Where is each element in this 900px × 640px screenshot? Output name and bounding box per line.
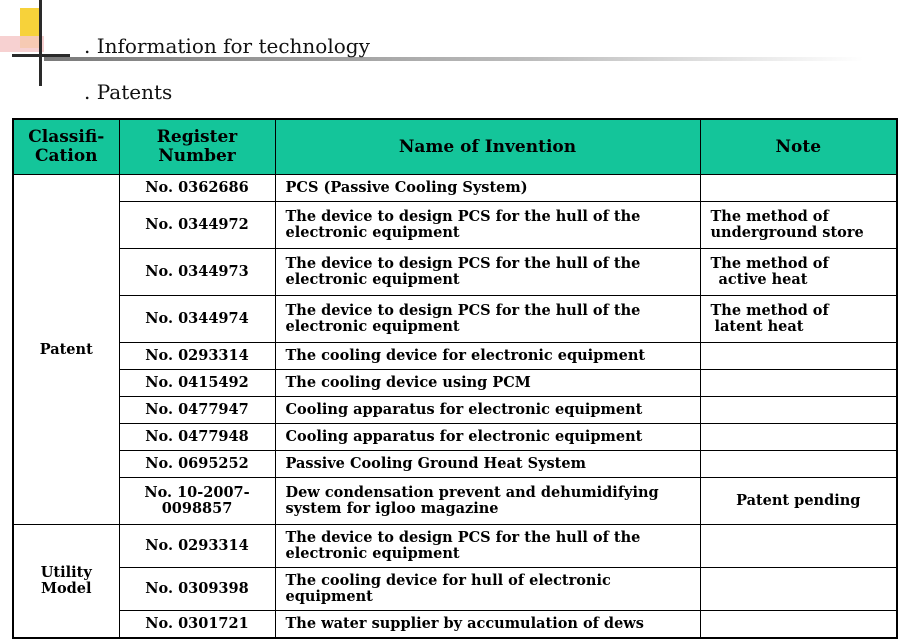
table-row bbox=[13, 611, 897, 639]
note-cell bbox=[700, 611, 897, 639]
table-row bbox=[13, 249, 897, 296]
table-row bbox=[13, 568, 897, 611]
invention-name: The device to design PCS for the hull of the electronic equipment bbox=[275, 296, 700, 343]
note-line: latent heat bbox=[714, 318, 804, 335]
note-cell bbox=[700, 296, 897, 343]
register-number-line: 0098857 bbox=[161, 500, 233, 517]
invention-name: The water supplier by accumulation of dews bbox=[275, 611, 700, 639]
note-line: The method of bbox=[710, 302, 829, 319]
group-utility-model bbox=[13, 525, 119, 639]
note-cell bbox=[700, 424, 897, 451]
header-register-line2: Number bbox=[158, 146, 236, 166]
header-register-line1: Register bbox=[156, 127, 238, 147]
table-row bbox=[13, 525, 897, 568]
invention-name: The cooling device for hull of electronic equipment bbox=[275, 568, 700, 611]
subsection-heading: . Patents bbox=[84, 80, 173, 104]
invention-name: The cooling device using PCM bbox=[275, 370, 700, 397]
note-line: The method of bbox=[710, 255, 829, 272]
register-number: No. 0344974 bbox=[119, 296, 275, 343]
note-cell bbox=[700, 568, 897, 611]
invention-name: The device to design PCS for the hull of the electronic equipment bbox=[275, 249, 700, 296]
note-line: active heat bbox=[718, 271, 808, 288]
table-row bbox=[13, 296, 897, 343]
register-number: No. 0344972 bbox=[119, 202, 275, 249]
header-note: Note bbox=[700, 119, 897, 175]
header-name: Name of Invention bbox=[275, 119, 700, 175]
invention-name: Passive Cooling Ground Heat System bbox=[275, 451, 700, 478]
group-utility-line1: Utility bbox=[40, 564, 92, 581]
decor-vertical-line bbox=[39, 0, 42, 86]
register-number bbox=[119, 478, 275, 525]
register-number: No. 0415492 bbox=[119, 370, 275, 397]
patents-table bbox=[12, 118, 898, 639]
invention-name: The cooling device for electronic equipment bbox=[275, 343, 700, 370]
header-register bbox=[119, 119, 275, 175]
table-row bbox=[13, 424, 897, 451]
group-utility-line2: Model bbox=[40, 580, 92, 597]
register-number: No. 0293314 bbox=[119, 525, 275, 568]
header-classification-line2: Cation bbox=[34, 146, 98, 166]
note-cell bbox=[700, 249, 897, 296]
note-cell bbox=[700, 343, 897, 370]
register-number: No. 0344973 bbox=[119, 249, 275, 296]
register-number: No. 0301721 bbox=[119, 611, 275, 639]
table-header-row bbox=[13, 119, 897, 175]
invention-name: Dew condensation prevent and dehumidifying system for igloo magazine bbox=[275, 478, 700, 525]
group-patent: Patent bbox=[13, 175, 119, 525]
note-cell bbox=[700, 175, 897, 202]
note-cell bbox=[700, 202, 897, 249]
note-cell bbox=[700, 397, 897, 424]
invention-name: The device to design PCS for the hull of the electronic equipment bbox=[275, 525, 700, 568]
register-number: No. 0477948 bbox=[119, 424, 275, 451]
table-row bbox=[13, 451, 897, 478]
invention-name: Cooling apparatus for electronic equipment bbox=[275, 397, 700, 424]
register-number: No. 0477947 bbox=[119, 397, 275, 424]
invention-name: PCS (Passive Cooling System) bbox=[275, 175, 700, 202]
note-cell bbox=[700, 525, 897, 568]
register-number: No. 0309398 bbox=[119, 568, 275, 611]
register-number: No. 0695252 bbox=[119, 451, 275, 478]
table-row bbox=[13, 202, 897, 249]
register-number: No. 0293314 bbox=[119, 343, 275, 370]
register-number-line: No. 10-2007- bbox=[144, 484, 250, 501]
note-line: The method of bbox=[710, 208, 829, 225]
register-number: No. 0362686 bbox=[119, 175, 275, 202]
table-row bbox=[13, 175, 897, 202]
note-cell bbox=[700, 370, 897, 397]
invention-name: Cooling apparatus for electronic equipment bbox=[275, 424, 700, 451]
section-heading: . Information for technology bbox=[84, 34, 370, 58]
table-row bbox=[13, 343, 897, 370]
decor-pink-block bbox=[0, 36, 44, 52]
note-line: underground store bbox=[710, 224, 864, 241]
table-row bbox=[13, 370, 897, 397]
table-row bbox=[13, 478, 897, 525]
header-classification bbox=[13, 119, 119, 175]
invention-name: The device to design PCS for the hull of the electronic equipment bbox=[275, 202, 700, 249]
table-row bbox=[13, 397, 897, 424]
note-cell bbox=[700, 451, 897, 478]
note-cell: Patent pending bbox=[700, 478, 897, 525]
header-classification-line1: Classifi- bbox=[28, 127, 105, 147]
